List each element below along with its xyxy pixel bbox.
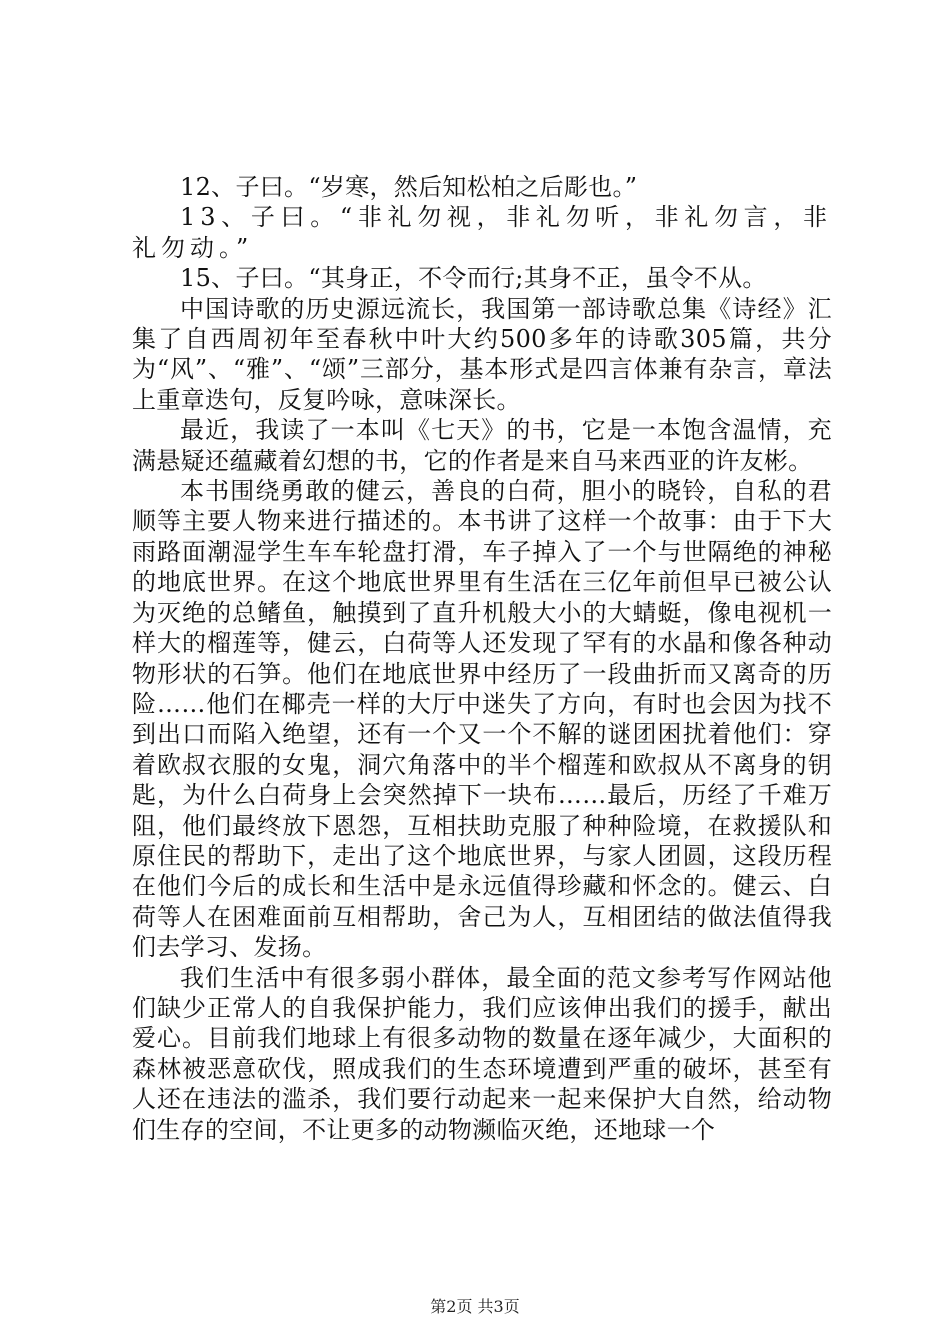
paragraph-quote-12: 12、子曰。“岁寒，然后知松柏之后彫也。” xyxy=(180,173,638,201)
paragraph-qitian-story: 本书围绕勇敢的健云，善良的白荷，胆小的晓铃，自私的君顺等主要人物来进行描述的。本书讲了这样一个故事：由于下大雨路面潮湿学生车车轮盘打滑，车子掉入了一个与世隔绝的神秘的地底世界。在这个地底世界里有生活在三亿年前但早已被公认为灭绝的总鳍鱼，触摸到了直升机般大小的大蜻蜓，像电视机一样大的榴莲等，健云，白荷等人还发现了罕有的水晶和像各种动物形状的石笋。他们在地底世界中经历了一段曲折而又离奇的历险……他们在椰壳一样的大厅中迷失了方向，有时也会因为找不到出口而陷入绝望，还有一个又一个不解的谜团困扰着他们：穿着欧叔衣服的女鬼，洞穴角落中的半个榴莲和欧叔从不离身的钥匙，为什么白荷身上会突然掉下一块布……最后，历经了千难万阻，他们最终放下恩怨，互相扶助克服了种种险境，在救援队和原住民的帮助下，走出了这个地底世界，与家人团圆，这段历程在他们今后的成长和生活中是永远值得珍藏和怀念的。健云、白荷等人在困难面前互相帮助，舍己为人，互相团结的做法值得我们去学习、发扬。 xyxy=(132,477,832,962)
paragraph-protect-nature: 我们生活中有很多弱小群体，最全面的范文参考写作网站他们缺少正常人的自我保护能力，我们应该伸出我们的援手，献出爱心。目前我们地球上有很多动物的数量在逐年减少，大面积的森林被恶意砍伐，照成我们的生态环境遭到严重的破坏，甚至有人还在违法的滥杀，我们要行动起来一起来保护大自然，给动物们生存的空间，不让更多的动物濒临灭绝，还地球一个 xyxy=(132,963,832,1144)
paragraph-shijing: 中国诗歌的历史源远流长，我国第一部诗歌总集《诗经》汇集了自西周初年至春秋中叶大约500多年的诗歌305篇，共分为“风”、“雅”、“颂”三部分，基本形式是四言体兼有杂言，章法上重章迭句，反复吟咏，意味深长。 xyxy=(132,294,832,414)
paragraph-qitian-intro: 最近，我读了一本叫《七天》的书，它是一本饱含温情，充满悬疑还蕴藏着幻想的书，它的作者是来自马来西亚的许友彬。 xyxy=(132,416,832,475)
paragraph-quote-15: 15、子曰。“其身正，不令而行;其身不正，虽令不从。 xyxy=(180,264,767,293)
document-body xyxy=(132,172,832,1145)
page-number-footer: 第2页 共3页 xyxy=(430,1297,520,1316)
paragraph-quote-13: 13、子曰。“非礼勿视，非礼勿听，非礼勿言，非礼勿动。” xyxy=(132,203,832,262)
